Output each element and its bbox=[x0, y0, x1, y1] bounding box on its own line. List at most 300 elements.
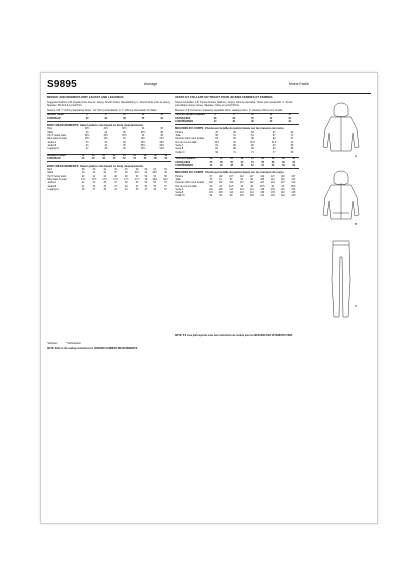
table-cell: 49 bbox=[164, 172, 167, 175]
table-cell: 140 bbox=[280, 192, 285, 195]
table-cell: 54 bbox=[251, 161, 254, 164]
table-cell: 42 bbox=[290, 141, 294, 144]
table-cell: 24 bbox=[119, 154, 129, 158]
row-label: WOMEN'S SIZES bbox=[47, 154, 78, 158]
table-cell: 26½ bbox=[140, 131, 146, 134]
garment-views bbox=[313, 95, 369, 325]
table-cell: 55 bbox=[153, 185, 156, 188]
table-cell: 34 bbox=[141, 128, 145, 131]
table-cell: 36 bbox=[141, 135, 145, 138]
table-cell: 107 bbox=[218, 182, 223, 185]
table-cell: 54 bbox=[258, 165, 268, 169]
misses-body-table bbox=[47, 128, 171, 151]
table-cell: 89 bbox=[209, 195, 212, 198]
table-cell: 28 bbox=[268, 158, 278, 162]
table-cell: 28 bbox=[140, 154, 150, 158]
table-cell: 46.5 bbox=[291, 185, 296, 188]
table-cell: 104 bbox=[239, 195, 244, 198]
table-cell: 45.5 bbox=[260, 185, 265, 188]
table-cell: 109 bbox=[218, 188, 223, 191]
table-cell: 38 bbox=[81, 169, 85, 172]
table-cell: 40.5 bbox=[250, 141, 255, 144]
french-notions: Mercerie: A,B: Fermeture à glissière séparable 18cm, élastique 6mm. C: élastique 25mm pour la taille. bbox=[175, 108, 284, 112]
row-label: Hanches 23cm sous la taille bbox=[175, 182, 204, 185]
row-label: Veste A bbox=[175, 144, 184, 147]
view-b-sketch bbox=[323, 171, 359, 219]
table-cell: 137 bbox=[280, 182, 285, 185]
table-cell: 114 bbox=[229, 192, 234, 195]
table-cell: 6 bbox=[78, 114, 97, 118]
table-cell: 39 bbox=[103, 188, 107, 191]
table-cell: 30 bbox=[278, 158, 288, 162]
table-cell: 117 bbox=[249, 175, 254, 178]
table-cell: 44 bbox=[103, 175, 107, 178]
table-cell: 45 bbox=[135, 188, 139, 191]
table-cell: 42 bbox=[103, 169, 107, 172]
table-cell: 44 bbox=[144, 172, 148, 175]
row-label: Back waist to waist bbox=[47, 138, 67, 141]
row-label: FRANÇAISES bbox=[175, 161, 191, 164]
table-cell: 37 bbox=[92, 188, 96, 191]
table-cell: 46 bbox=[209, 161, 213, 164]
table-cell: 48 bbox=[135, 169, 139, 172]
table-cell: 52 bbox=[247, 165, 257, 169]
table-cell: 60 bbox=[282, 161, 285, 164]
table-cell: 20 bbox=[98, 154, 108, 158]
table-cell: 132 bbox=[270, 182, 275, 185]
table-cell: 17½ bbox=[102, 179, 107, 181]
euro-size-row bbox=[47, 158, 171, 162]
table-cell: 52 bbox=[119, 158, 129, 162]
hood-a bbox=[334, 103, 348, 117]
table-cell: 62 bbox=[292, 161, 296, 164]
table-cell: 54 bbox=[130, 158, 140, 162]
table-cell: 16 bbox=[123, 138, 126, 141]
english-fabrics: Suggested Fabrics: A,B: Double Knits, Fleece, Jersey, Stretch Velvet, Sweatshirting. C: Stretch Knits such as Jersey, Spandex, Rib Knit & Lycra®/Knit. bbox=[47, 100, 171, 107]
table-cell: 33½ bbox=[103, 135, 108, 138]
table-cell: 99 bbox=[229, 195, 233, 198]
table-cell: 33 bbox=[85, 141, 89, 144]
table-cell: 44 bbox=[78, 158, 88, 162]
table-cell: 142 bbox=[291, 182, 296, 185]
table-cell: 29 bbox=[123, 148, 126, 151]
table-cell: 46 bbox=[281, 185, 284, 188]
table-cell: 36 bbox=[160, 128, 163, 131]
table-cell: 16 bbox=[78, 154, 88, 158]
table-cell: 36½ bbox=[140, 141, 146, 144]
table-cell: 33 bbox=[85, 144, 89, 147]
table-cell: 40 bbox=[251, 117, 254, 120]
table-cell: 34 bbox=[78, 117, 97, 121]
table-cell: 52 bbox=[153, 169, 156, 172]
table-cell: 54 bbox=[164, 169, 167, 172]
table-cell: 124 bbox=[249, 188, 254, 191]
table-cell: 54 bbox=[153, 175, 156, 178]
row-label: Veste B bbox=[175, 192, 184, 195]
table-cell: 26 bbox=[258, 158, 268, 162]
table-cell: 135 bbox=[270, 188, 275, 191]
english-women-body-heading: BODY MEASUREMENTS: Select pattern size based on body measurements. bbox=[47, 164, 144, 168]
pattern-envelope-back bbox=[40, 72, 378, 524]
table-cell: 28 bbox=[104, 148, 108, 151]
table-cell: 42 bbox=[280, 121, 299, 125]
table-cell: 34 bbox=[104, 141, 108, 144]
table-cell: 112 bbox=[239, 175, 244, 178]
table-cell: 18 bbox=[216, 158, 226, 162]
table-cell: 53 bbox=[144, 182, 148, 185]
table-row bbox=[47, 189, 171, 192]
table-cell: 10 bbox=[243, 114, 262, 118]
table-cell: 57 bbox=[164, 185, 167, 188]
table-cell: 15½ bbox=[84, 138, 90, 141]
table-cell: 32½ bbox=[159, 148, 164, 151]
table-cell: 24 bbox=[247, 158, 257, 162]
table-cell: 48 bbox=[220, 161, 223, 164]
row-label: Veste A bbox=[175, 188, 184, 191]
table-cell: 45 bbox=[103, 182, 107, 185]
row-label: FRANÇAISES bbox=[175, 117, 191, 120]
table-cell: 36 bbox=[96, 117, 115, 121]
table-cell: 132 bbox=[280, 175, 285, 178]
table-cell: 92 bbox=[272, 138, 276, 141]
table-cell: 46 bbox=[271, 185, 275, 188]
footnotes bbox=[47, 343, 89, 345]
french-misses-body-table bbox=[175, 131, 299, 154]
table-cell: 32 bbox=[161, 154, 171, 158]
table-cell: 34½ bbox=[122, 135, 127, 138]
table-cell: 109 bbox=[249, 195, 254, 198]
footnote-without: **without/sans bbox=[66, 343, 81, 345]
row-label: Taille bbox=[175, 179, 181, 181]
table-cell: 36 bbox=[213, 117, 217, 120]
view-b-label: B bbox=[355, 222, 358, 226]
table-cell: 46 bbox=[114, 175, 117, 178]
row-label: Jacket A bbox=[47, 182, 57, 185]
table-cell: 27 bbox=[85, 148, 89, 151]
view-a-label: A bbox=[355, 154, 358, 158]
table-cell: 34 bbox=[206, 121, 225, 125]
table-cell: 145 bbox=[291, 192, 296, 195]
table-cell: 107 bbox=[229, 175, 234, 178]
table-cell: 102 bbox=[208, 182, 213, 185]
row-label: Leggings C bbox=[47, 188, 60, 191]
table-cell: 112 bbox=[229, 182, 234, 185]
table-cell: 31½ bbox=[103, 128, 108, 131]
misses-size-table bbox=[47, 113, 171, 122]
table-cell: 140 bbox=[280, 188, 285, 191]
table-cell: 8 bbox=[96, 114, 115, 118]
table-cell: 38 bbox=[243, 121, 262, 125]
table-cell: 16¼ bbox=[140, 138, 146, 141]
table-cell: 42 bbox=[152, 117, 171, 121]
header-rule bbox=[47, 93, 371, 94]
row-label: TAILLES FEMMES bbox=[175, 158, 206, 162]
table-cell: 102 bbox=[218, 175, 223, 178]
table-cell: 56 bbox=[268, 165, 278, 169]
row-label: Back waist to waist bbox=[47, 179, 67, 181]
table-cell: 17¼ bbox=[80, 179, 86, 181]
table-cell: 130 bbox=[260, 188, 265, 191]
table-row bbox=[175, 195, 299, 198]
table-cell: 76 bbox=[209, 179, 212, 181]
garment-sketches bbox=[313, 95, 369, 325]
table-cell: 30½ bbox=[84, 128, 90, 131]
row-label: TAILLES JEUNES FEMMES bbox=[175, 114, 206, 117]
row-label: Hip 9" below waist bbox=[47, 135, 67, 138]
french-misses-size-table bbox=[175, 113, 299, 125]
table-cell: 64 bbox=[251, 135, 254, 138]
table-cell: 32½ bbox=[84, 135, 90, 138]
table-cell: 58 bbox=[215, 135, 218, 138]
table-cell: 50 bbox=[144, 169, 148, 172]
table-cell: 46 bbox=[216, 165, 226, 169]
table-cell: 12 bbox=[262, 114, 281, 118]
table-cell: 14 bbox=[280, 114, 299, 118]
row-label: Poitrine bbox=[175, 175, 184, 178]
table-cell: 46½ bbox=[152, 172, 157, 175]
table-cell: 112 bbox=[270, 179, 275, 181]
table-cell: 84 bbox=[215, 148, 218, 151]
table-cell: 43 bbox=[125, 188, 128, 191]
row-label: Waist bbox=[47, 131, 54, 134]
table-cell: 84 bbox=[215, 144, 218, 147]
table-cell: 17¾ bbox=[124, 179, 129, 181]
table-row bbox=[175, 151, 299, 154]
table-cell: 6 bbox=[206, 114, 225, 118]
table-cell: 78 bbox=[215, 131, 218, 134]
table-cell: 18 bbox=[88, 154, 98, 158]
table-cell: 24 bbox=[104, 131, 108, 134]
french-women-body-table bbox=[175, 175, 299, 198]
table-row bbox=[47, 148, 171, 151]
table-cell: 28 bbox=[160, 131, 163, 134]
table-cell: 39.5 bbox=[214, 141, 219, 144]
table-cell: 48 bbox=[125, 175, 128, 178]
envelope-header bbox=[47, 79, 371, 93]
ease-label: Average bbox=[144, 82, 158, 86]
table-cell: 46 bbox=[88, 158, 98, 162]
euro-size-row bbox=[175, 165, 299, 169]
table-cell: 41 bbox=[81, 185, 85, 188]
table-cell: 43 bbox=[92, 182, 96, 185]
table-cell: 37 bbox=[114, 172, 117, 175]
table-cell: 97 bbox=[290, 138, 294, 141]
table-cell: 127 bbox=[270, 175, 275, 178]
table-cell: 16½ bbox=[159, 138, 164, 141]
table-cell: 17⅜ bbox=[91, 179, 97, 181]
table-cell: 38 bbox=[160, 135, 163, 138]
view-c-label: C bbox=[355, 304, 358, 308]
table-cell: 44 bbox=[209, 185, 212, 188]
table-cell: 55 bbox=[153, 182, 156, 185]
table-cell: 88 bbox=[251, 138, 254, 141]
table-cell: 71 bbox=[290, 135, 294, 138]
table-cell: 118 bbox=[280, 179, 285, 181]
table-cell: 61 bbox=[233, 135, 236, 138]
table-cell: 30 bbox=[150, 154, 160, 158]
view-a-sketch bbox=[323, 103, 359, 151]
table-cell: 43 bbox=[92, 185, 96, 188]
row-label: Hanches 23cm sous la taille bbox=[175, 138, 204, 141]
table-cell: 22 bbox=[109, 154, 119, 158]
table-cell: 16 bbox=[206, 158, 216, 162]
table-cell: 87 bbox=[229, 179, 233, 181]
women-body-table bbox=[47, 169, 171, 192]
table-cell: 18¼ bbox=[163, 179, 168, 181]
table-cell: 69 bbox=[215, 151, 218, 154]
table-cell: 42 bbox=[269, 117, 273, 120]
pattern-code: S9895 bbox=[47, 79, 77, 90]
table-cell: 83 bbox=[215, 138, 218, 141]
table-cell: 10 bbox=[115, 114, 134, 118]
table-cell: 38 bbox=[232, 117, 236, 120]
table-cell: 109 bbox=[218, 192, 223, 195]
table-cell: 47 bbox=[144, 188, 148, 191]
women-size-table bbox=[47, 154, 171, 163]
row-label: Bust bbox=[47, 169, 52, 172]
leggings-c bbox=[332, 241, 350, 317]
table-cell: 83 bbox=[290, 151, 294, 154]
table-cell: 50 bbox=[135, 175, 139, 178]
row-label: Jacket A bbox=[47, 141, 57, 144]
english-finished-note: NOTE: Refer to the sewing instructions for FINISHED GARMENT MEASUREMENTS. bbox=[47, 348, 138, 350]
table-cell: 94 bbox=[219, 195, 222, 198]
table-cell: 124 bbox=[280, 195, 285, 198]
table-cell: 67 bbox=[272, 135, 276, 138]
row-label: Jacket B bbox=[47, 144, 57, 147]
table-cell: 119 bbox=[239, 192, 244, 195]
row-label: Jacket B bbox=[47, 185, 57, 188]
table-cell: 49 bbox=[125, 182, 128, 185]
table-cell: 38½ bbox=[159, 144, 164, 147]
table-cell: 18 bbox=[144, 179, 148, 181]
table-cell: 50 bbox=[230, 161, 233, 164]
table-cell: 40 bbox=[81, 175, 85, 178]
row-label: EUROPÉENNES bbox=[175, 165, 206, 169]
euro-size-row bbox=[175, 121, 299, 125]
table-cell: 34 bbox=[104, 144, 108, 147]
french-title: VESTE ET COLLANT EN TRICOT POUR JEUNES FEMMES ET FEMMES: bbox=[175, 95, 274, 99]
table-cell: 50 bbox=[237, 165, 247, 169]
table-cell: 39 bbox=[125, 172, 128, 175]
table-cell: 47 bbox=[114, 185, 117, 188]
table-cell: 114 bbox=[260, 195, 265, 198]
table-cell: 32 bbox=[92, 172, 96, 175]
table-cell: 52 bbox=[240, 161, 244, 164]
table-cell: 40 bbox=[92, 169, 96, 172]
table-cell: 58 bbox=[278, 165, 288, 169]
table-cell: 35 bbox=[123, 141, 126, 144]
table-cell: 104 bbox=[208, 192, 213, 195]
table-cell: 94 bbox=[240, 179, 244, 181]
table-cell: 44 bbox=[114, 169, 117, 172]
table-cell: 49 bbox=[153, 188, 156, 191]
table-cell: 98 bbox=[290, 148, 294, 151]
row-label: Taille bbox=[175, 135, 181, 138]
table-cell: 35 bbox=[123, 144, 126, 147]
table-cell: 85 bbox=[233, 138, 236, 141]
table-cell: 89 bbox=[251, 144, 254, 147]
table-cell: 26 bbox=[130, 154, 140, 158]
table-cell: 124 bbox=[291, 179, 296, 181]
difficulty-label: Moins Facile bbox=[288, 82, 309, 86]
table-cell: 44 bbox=[219, 185, 222, 188]
table-cell: 51 bbox=[164, 188, 167, 191]
row-label: Waist bbox=[47, 172, 54, 175]
table-cell: 12 bbox=[134, 114, 153, 118]
table-cell: 18⅛ bbox=[152, 179, 157, 181]
table-cell: 89 bbox=[251, 148, 254, 151]
french-body-measurements-heading: MESURES DU CORPS: Choisissez la taille du patron basée sur les mesures du corps. bbox=[175, 127, 285, 131]
row-label: Poitrine bbox=[175, 131, 184, 134]
table-cell: 44 bbox=[206, 165, 216, 169]
table-cell: 22 bbox=[237, 158, 247, 162]
table-cell: 56 bbox=[261, 161, 264, 164]
table-cell: 41.5 bbox=[271, 141, 277, 144]
table-cell: 93 bbox=[272, 144, 276, 147]
table-cell: 92 bbox=[290, 131, 294, 134]
table-cell: 130 bbox=[260, 192, 265, 195]
table-cell: 86 bbox=[233, 148, 236, 151]
table-cell: 114 bbox=[229, 188, 234, 191]
table-cell: 45 bbox=[250, 185, 253, 188]
table-cell: 36½ bbox=[140, 144, 146, 147]
french-women-body-heading: MESURES DU CORPS: Choisissez la taille du patron basée sur les mesures du corps. bbox=[175, 171, 285, 175]
table-cell: 30½ bbox=[140, 148, 146, 151]
table-cell: 45 bbox=[103, 185, 107, 188]
table-cell: 20 bbox=[226, 158, 236, 162]
table-cell: 46 bbox=[125, 169, 128, 172]
table-cell: 135 bbox=[270, 192, 275, 195]
hood-b bbox=[334, 171, 348, 185]
table-cell: 74 bbox=[251, 151, 254, 154]
table-cell: 45 bbox=[240, 185, 244, 188]
table-cell: 36 bbox=[224, 121, 243, 125]
french-column bbox=[175, 96, 299, 201]
row-label: Dos de cou à la taille bbox=[175, 141, 197, 144]
table-cell: 40 bbox=[262, 121, 281, 125]
table-cell: 56 bbox=[140, 158, 150, 162]
table-cell: 56 bbox=[164, 175, 167, 178]
table-cell: 130 bbox=[291, 195, 296, 198]
table-cell: 122 bbox=[260, 175, 265, 178]
table-cell: 87 bbox=[272, 131, 276, 134]
table-cell: 93 bbox=[272, 148, 276, 151]
table-cell: 98 bbox=[290, 144, 294, 147]
table-cell: 81 bbox=[219, 179, 222, 181]
table-cell: 40 bbox=[233, 141, 236, 144]
row-label: EUROPEAN bbox=[47, 117, 78, 121]
row-label: Dos de cou à la taille bbox=[175, 185, 197, 188]
table-cell: 23 bbox=[85, 131, 89, 134]
table-cell: 47 bbox=[114, 182, 117, 185]
table-cell: 145 bbox=[291, 188, 296, 191]
table-cell: 42 bbox=[92, 175, 96, 178]
table-cell: 80 bbox=[233, 131, 236, 134]
table-cell: 49 bbox=[125, 185, 128, 188]
table-cell: 32½ bbox=[122, 128, 127, 131]
table-cell: 53 bbox=[144, 185, 148, 188]
table-cell: 127 bbox=[260, 182, 265, 185]
view-c-sketch bbox=[332, 241, 350, 317]
table-cell: 124 bbox=[249, 192, 254, 195]
table-cell: 77 bbox=[272, 151, 276, 154]
euro-size-row bbox=[47, 117, 171, 121]
table-cell: 30 bbox=[81, 172, 85, 175]
table-cell: 40 bbox=[134, 117, 153, 121]
row-label: Hip 9" below waist bbox=[47, 175, 67, 178]
table-cell: 41 bbox=[81, 182, 85, 185]
